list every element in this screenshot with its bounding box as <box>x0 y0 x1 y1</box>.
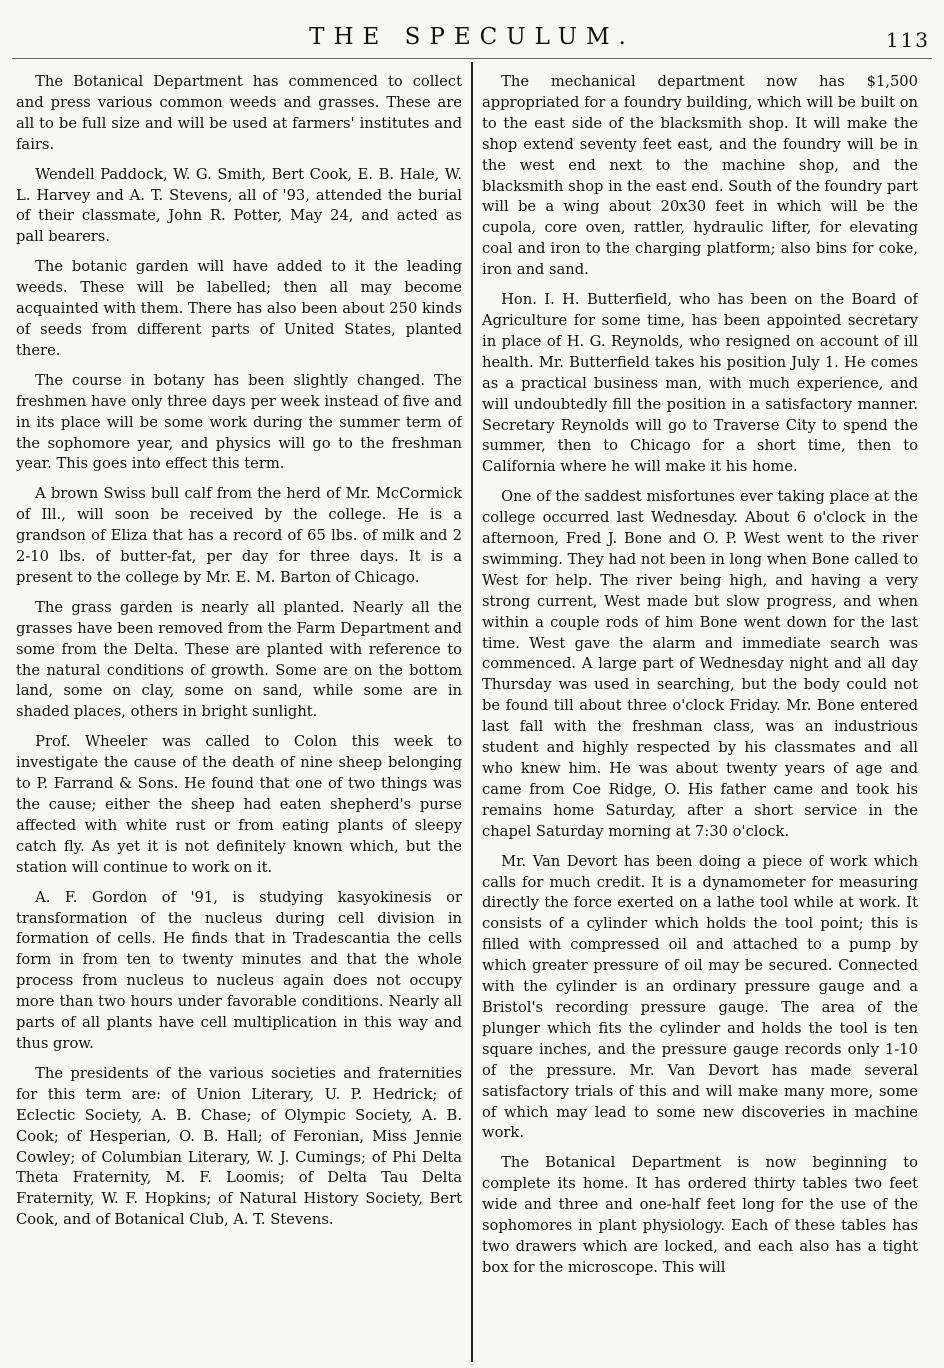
page-header <box>0 18 944 58</box>
header-rule <box>12 58 932 59</box>
news-item-grass-garden: The grass garden is nearly all planted. Nearly all the grasses have been removed from the Farm Department and some from the Delta. These are planted with reference to the natural conditions of growth. Some are on the bottom land, some on clay, some on sand, while some are in shaded places, others in bright sunlight. <box>16 598 462 721</box>
news-item-botany-course: The course in botany has been slightly changed. The freshmen have only three days per week instead of five and in its place will be some work during the summer term of the sophomore year, and physics will go to the freshman year. This goes into effect this term. <box>16 371 462 473</box>
news-item-foundry: The mechanical department now has $1,500 appropriated for a foundry building, which will be built on to the east side of the blacksmith shop. It will make the shop extend seventy feet east, and the foundry will be in the west end next to the machine shop, and the blacksmith shop in the east end. South of the foundry part will be a wing about 20x30 feet in which will be the cupola, core oven, rattler, hydraulic lifter, for elevating coal and iron to the charging platform; also bins for coke, iron and sand. <box>482 73 918 279</box>
page-number: 113 <box>885 28 930 52</box>
news-item-botanical-tables: The Botanical Department is now beginning to complete its home. It has ordered thirty tables two feet wide and three and one-half feet long for the use of the sophomores in plant physiology. Each of these tables has two drawers which are locked, and each also has a tight box for the microscope. This will <box>482 1154 918 1276</box>
news-item-dynamometer: Mr. Van Devort has been doing a piece of work which calls for much credit. It is a dynamometer for measuring directly the force exerted on a lathe tool while at work. It consists of a cylinder which holds the tool point; this is filled with compressed oil and attached to a pump by which greater pressure of oil may be secured. Connected with the cylinder is an ordinary pressure gauge and a Bristol's recording pressure gauge. The area of the plunger which fits the cylinder and holds the tool is ten square inches, and the pressure gauge records only 1-10 of the pressure. Mr. Van Devort has made several satisfactory trials of this and will make many more, some of which may lead to some new discoveries in machine work. <box>482 852 918 1142</box>
news-item-botanic-garden: The botanic garden will have added to it the leading weeds. These will be labelled; then all may become acquainted with them. There has also been about 250 kinds of seeds from different parts of United States, planted there. <box>16 258 462 359</box>
news-item-drowning: One of the saddest misfortunes ever taking place at the college occurred last Wednesday. About 6 o'clock in the afternoon, Fred J. Bone and O. P. West went to the river swimming. They had not been in long when Bone called to West for help. The river being high, and having a very strong current, West made but slow progress, and when within a couple rods of him Bone went down for the last time. West gave the alarm and immediate search was commenced. A large part of Wednesday night and all day Thursday was used in searching, but the body could not be found till about three o'clock Friday. Mr. Bone entered last fall with the freshman class, was an industrious student and highly respected by his classmates and all who knew him. He was about twenty years of age and came from Coe Ridge, O. His father came and took his remains home Saturday, after a short service in the chapel Saturday morning at 7:30 o'clock. <box>482 488 918 840</box>
news-item-butterfield: Hon. I. H. Butterfield, who has been on the Board of Agriculture for some time, has been appointed secretary in place of H. G. Reynolds, who resigned on account of ill health. Mr. Butterfield takes his position July 1. He comes as a practical business man, with much experience, and will undoubtedly fill the position in a satisfactory manner. Secretary Reynolds will go to Traverse City to spend the summer, then to Chicago for a short time, then to California where he will make it his home. <box>482 291 918 476</box>
running-title: THE SPECULUM. <box>309 24 635 50</box>
left-column <box>16 70 462 1360</box>
right-column <box>482 70 918 1360</box>
column-divider <box>471 62 473 1362</box>
news-item-society-presidents: The presidents of the various societies and fraternities for this term are: of Union Literary, U. P. Hedrick; of Eclectic Society, A. B. Chase; of Olympic Society, A. B. Cook; of Hesperian, O. B. Hall; of Feronian, Miss Jennie Cowley; of Columbian Literary, W. J. Cumings; of Phi Delta Theta Fraternity, M. F. Loomis; of Delta Tau Delta Fraternity, W. F. Hopkins; of Natural History Society, Bert Cook, and of Botanical Club, A. T. Stevens. <box>16 1064 462 1229</box>
news-item-kasyokinesis: A. F. Gordon of '91, is studying kasyokinesis or transformation of the nucleus during cell division in formation of cells. He finds that in Tradescantia the cells form in from ten to twenty minutes and that the whole process from nucleus to nucleus again does not occupy more than two hours under favorable conditions. Nearly all parts of all plants have cell multiplication in this way and thus grow. <box>16 888 462 1052</box>
news-item-sheep-deaths: Prof. Wheeler was called to Colon this week to investigate the cause of the death of nine sheep belonging to P. Farrand & Sons. He found that one of two things was the cause; either the sheep had eaten shepherd's purse affected with white rust or from eating plants of sleepy catch fly. As yet it is not definitely known which, but the station will continue to work on it. <box>16 733 462 876</box>
news-item-swiss-bull-calf: A brown Swiss bull calf from the herd of Mr. McCormick of Ill., will soon be received by the college. He is a grandson of Eliza that has a record of 65 lbs. of milk and 2 2-10 lbs. of butter-fat, per day for three days. It is a present to the college by Mr. E. M. Barton of Chicago. <box>16 485 462 586</box>
news-item-botanical-weeds: The Botanical Department has commenced to collect and press various common weeds and grasses. These are all to be full size and will be used at farmers' institutes and fairs. <box>16 73 462 153</box>
news-item-pall-bearers: Wendell Paddock, W. G. Smith, Bert Cook, E. B. Hale, W. L. Harvey and A. T. Stevens, all of '93, attended the burial of their classmate, John R. Potter, May 24, and acted as pall bearers. <box>16 165 462 246</box>
